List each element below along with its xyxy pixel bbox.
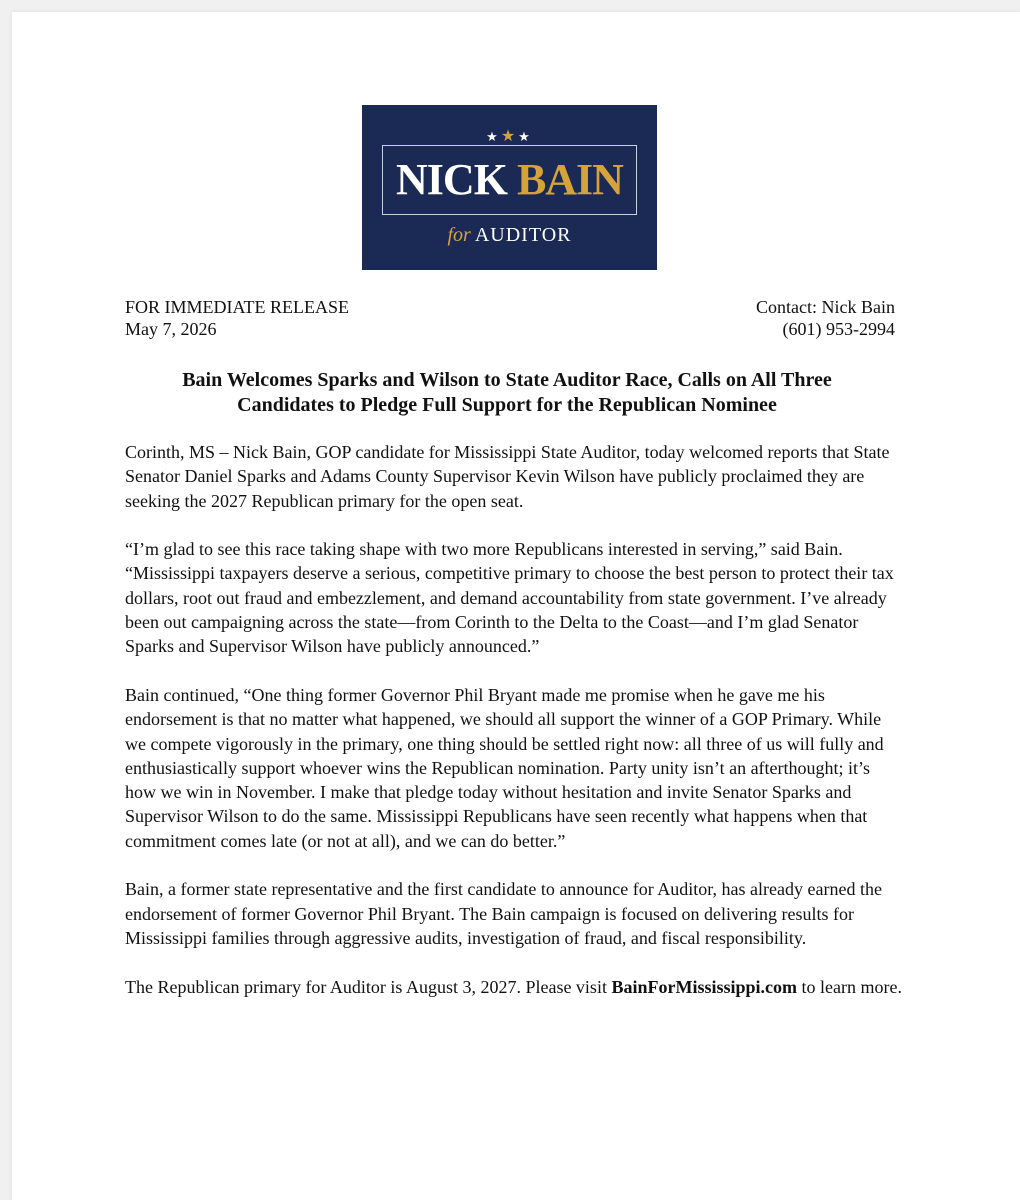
logo-subtitle (362, 223, 657, 249)
website-link[interactable]: BainForMississippi.com (611, 976, 797, 997)
logo-for: for (447, 224, 471, 246)
headline-line-1: Bain Welcomes Sparks and Wilson to State Auditor Race, Calls on All Three (182, 369, 832, 391)
release-date: May 7, 2026 (125, 319, 217, 339)
logo-office: AUDITOR (474, 224, 572, 246)
closing-paragraph (125, 975, 905, 999)
campaign-logo (362, 105, 657, 270)
headline-line-2: Candidates to Pledge Full Support for the Republican Nominee (237, 394, 777, 416)
closing-text-end: to learn more. (796, 976, 902, 997)
contact-name: Contact: Nick Bain (756, 297, 895, 317)
release-label: FOR IMMEDIATE RELEASE (125, 297, 349, 317)
logo-stars (362, 129, 657, 145)
headline (112, 368, 902, 418)
paragraph: “I’m glad to see this race taking shape with two more Republicans interested in serving,” said Bain. “Mississippi taxpayers deserve a serious, competitive primary to choose the best person to protect their tax dollars, root out fraud and embezzlement, and demand accountability from state government. I’ve already been out campaigning across the state—from Corinth to the Delta to the Coast—and I’m glad Senator Sparks and Supervisor Wilson have publicly announced.” (125, 539, 894, 657)
paragraph: Corinth, MS – Nick Bain, GOP candidate for Mississippi State Auditor, today welcomed reports that State Senator Daniel Sparks and Adams County Supervisor Kevin Wilson have publicly proclaimed they are seeking the 2027 Republican primary for the open seat. (125, 442, 890, 511)
star-icon: ★ (500, 128, 519, 145)
logo-first-name: NICK (396, 155, 507, 204)
paragraph: Bain continued, “One thing former Governor Phil Bryant made me promise when he gave me his endorsement is that no matter what happened, we should all support the winner of a GOP Primary. While we compete vigorously in the primary, one thing should be settled right now: all three of us will fully and enthusiastically support whoever wins the Republican nomination. Party unity isn’t an afterthought; it’s how we win in November. I make that pledge today without hesitation and invite Senator Sparks and Supervisor Wilson to do the same. Mississippi Republicans have seen recently what happens when that commitment comes late (or not at all), and we can do better.” (125, 684, 884, 851)
release-body (125, 440, 905, 1023)
press-release-page (12, 12, 1020, 1200)
paragraph: Bain, a former state representative and the first candidate to announce for Auditor, has already earned the endorsement of former Governor Phil Bryant. The Bain campaign is focused on delivering results for Mississippi families through aggressive audits, investigation of fraud, and fiscal responsibility. (125, 879, 882, 948)
contact-phone: (601) 953-2994 (782, 319, 895, 339)
logo-name (362, 157, 657, 203)
contact-info (756, 296, 895, 340)
star-icon: ★ (486, 129, 501, 144)
closing-text: The Republican primary for Auditor is August 3, 2027. Please visit (125, 976, 612, 997)
star-icon: ★ (518, 129, 533, 144)
release-info (125, 296, 349, 340)
logo-last-name: BAIN (516, 155, 623, 204)
